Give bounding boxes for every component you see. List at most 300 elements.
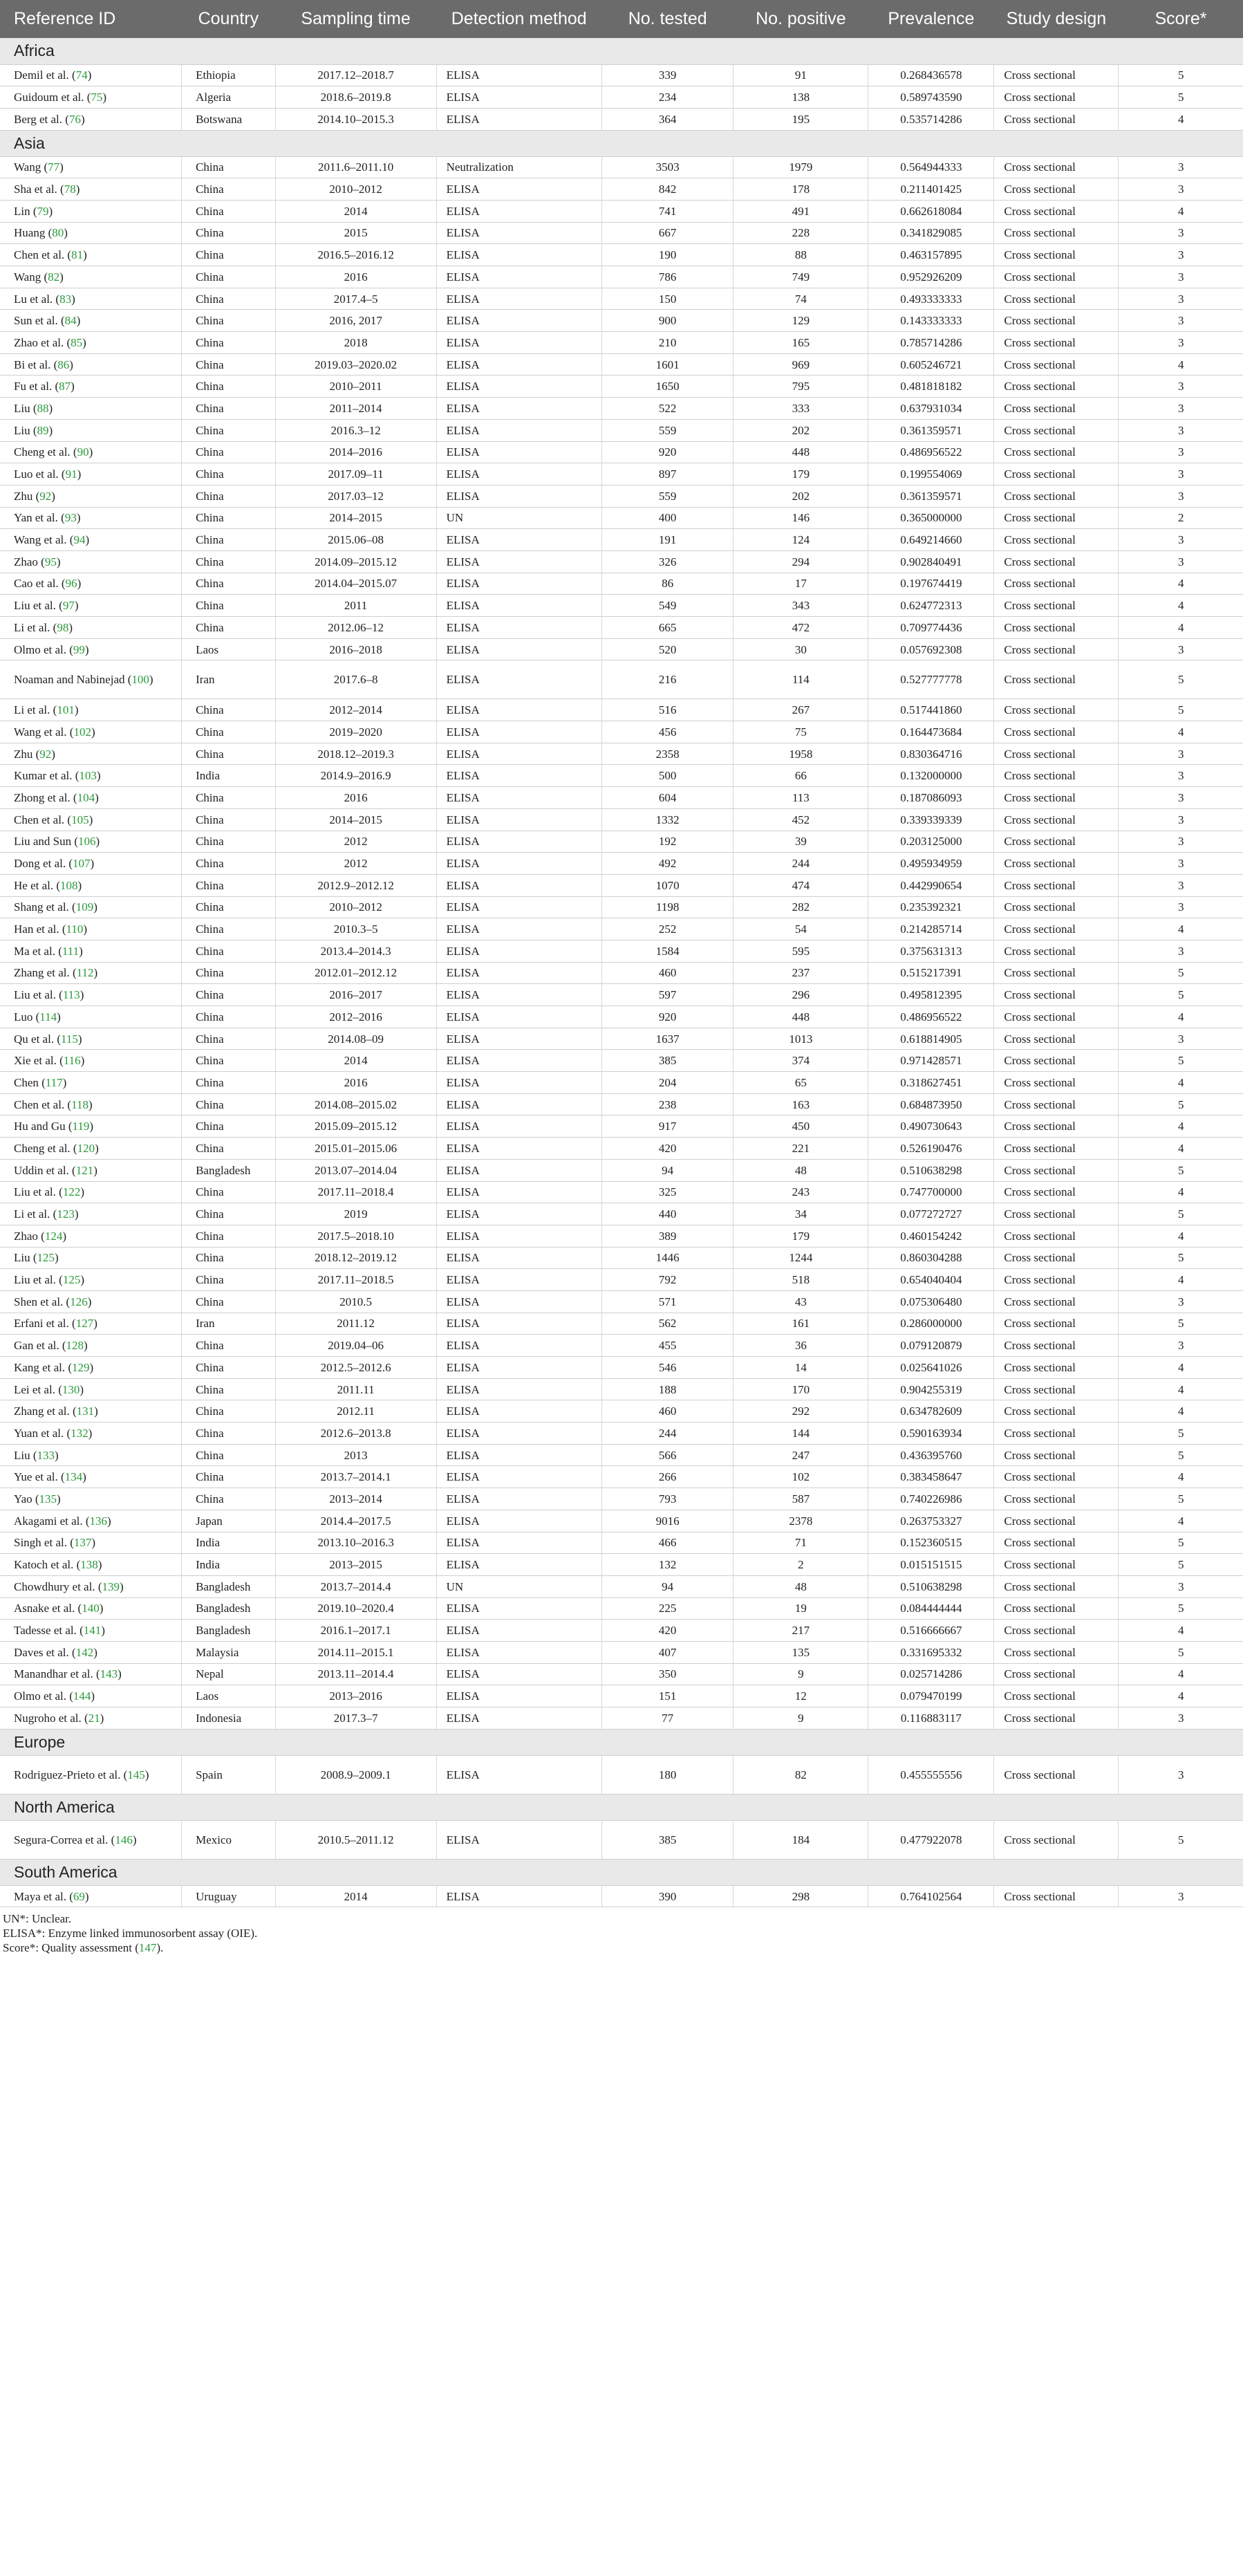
no-tested-cell: 191 bbox=[601, 529, 733, 551]
citation-link[interactable]: 110 bbox=[66, 923, 84, 936]
score-cell: 4 bbox=[1119, 721, 1243, 743]
detection-method-cell: ELISA bbox=[436, 1554, 601, 1576]
country-cell: China bbox=[182, 1335, 276, 1357]
prevalence-cell: 0.436395760 bbox=[868, 1444, 994, 1466]
citation-link[interactable]: 121 bbox=[75, 1163, 94, 1177]
citation-close: ) bbox=[101, 1624, 105, 1638]
sampling-time-cell: 2016–2018 bbox=[275, 638, 436, 660]
no-tested-cell: 566 bbox=[601, 1444, 733, 1466]
no-positive-cell: 244 bbox=[733, 853, 868, 875]
reference-author: Tadesse et al. ( bbox=[14, 1624, 84, 1638]
citation-close: ) bbox=[77, 577, 82, 591]
study-design-cell: Cross sectional bbox=[994, 1072, 1119, 1094]
citation-link[interactable]: 132 bbox=[71, 1426, 88, 1440]
citation-close: ) bbox=[68, 620, 73, 634]
citation-link[interactable]: 128 bbox=[66, 1339, 84, 1353]
citation-link[interactable]: 145 bbox=[127, 1768, 145, 1781]
reference-cell bbox=[0, 1444, 182, 1466]
reference-author: Zhao et al. ( bbox=[14, 335, 71, 349]
study-design-cell: Cross sectional bbox=[994, 787, 1119, 809]
study-design-cell: Cross sectional bbox=[994, 743, 1119, 765]
reference-cell bbox=[0, 222, 182, 244]
citation-link[interactable]: 135 bbox=[39, 1492, 57, 1505]
study-design-cell: Cross sectional bbox=[994, 1597, 1119, 1620]
reference-cell bbox=[0, 940, 182, 962]
reference-cell bbox=[0, 638, 182, 660]
detection-method-cell: ELISA bbox=[436, 1115, 601, 1138]
citation-close: ) bbox=[93, 1317, 97, 1331]
country-cell: China bbox=[182, 1247, 276, 1269]
table-row bbox=[0, 398, 1243, 420]
country-cell: China bbox=[182, 1181, 276, 1203]
citation-link[interactable]: 81 bbox=[71, 248, 84, 262]
citation-link[interactable]: 104 bbox=[77, 790, 95, 804]
country-cell: Bangladesh bbox=[182, 1597, 276, 1620]
reference-cell bbox=[0, 896, 182, 918]
citation-link[interactable]: 139 bbox=[102, 1579, 120, 1593]
prevalence-cell: 0.079470199 bbox=[868, 1685, 994, 1707]
reference-author: Cheng et al. ( bbox=[14, 1141, 77, 1155]
study-design-cell: Cross sectional bbox=[994, 222, 1119, 244]
citation-link[interactable]: 118 bbox=[71, 1097, 88, 1111]
detection-method-cell: ELISA bbox=[436, 918, 601, 940]
citation-link[interactable]: 130 bbox=[62, 1382, 80, 1396]
citation-link[interactable]: 99 bbox=[73, 642, 85, 656]
reference-cell bbox=[0, 1006, 182, 1028]
prevalence-cell: 0.526190476 bbox=[868, 1138, 994, 1160]
score-cell: 3 bbox=[1119, 1028, 1243, 1050]
detection-method-cell: ELISA bbox=[436, 1269, 601, 1291]
citation-link[interactable]: 120 bbox=[77, 1141, 95, 1155]
citation-link[interactable]: 111 bbox=[62, 944, 80, 958]
no-tested-cell: 516 bbox=[601, 699, 733, 721]
no-tested-cell: 1637 bbox=[601, 1028, 733, 1050]
country-cell: China bbox=[182, 266, 276, 288]
table-row bbox=[0, 743, 1243, 765]
citation-link[interactable]: 84 bbox=[64, 314, 77, 328]
citation-link[interactable]: 92 bbox=[39, 747, 52, 761]
country-cell: India bbox=[182, 765, 276, 787]
sampling-time-cell: 2013.11–2014.4 bbox=[275, 1663, 436, 1685]
prevalence-cell: 0.684873950 bbox=[868, 1093, 994, 1115]
citation-link[interactable]: 115 bbox=[60, 1032, 78, 1046]
citation-link[interactable]: 146 bbox=[115, 1833, 133, 1846]
sampling-time-cell: 2011.6–2011.10 bbox=[275, 156, 436, 178]
prevalence-cell: 0.637931034 bbox=[868, 398, 994, 420]
reference-cell bbox=[0, 1532, 182, 1554]
country-cell: Bangladesh bbox=[182, 1575, 276, 1597]
score-cell: 3 bbox=[1119, 244, 1243, 266]
citation-close: ) bbox=[132, 1833, 137, 1846]
citation-link[interactable]: 122 bbox=[62, 1185, 81, 1199]
citation-link[interactable]: 87 bbox=[59, 380, 71, 393]
citation-close: ) bbox=[80, 112, 85, 126]
citation-link[interactable]: 129 bbox=[72, 1360, 90, 1374]
reference-cell bbox=[0, 419, 182, 441]
citation-link[interactable]: 106 bbox=[78, 835, 96, 849]
no-positive-cell: 102 bbox=[733, 1466, 868, 1488]
study-design-cell: Cross sectional bbox=[994, 1641, 1119, 1663]
citation-link[interactable]: 98 bbox=[57, 620, 69, 634]
country-cell: China bbox=[182, 1488, 276, 1510]
no-positive-cell: 1013 bbox=[733, 1028, 868, 1050]
citation-link[interactable]: 147 bbox=[138, 1941, 157, 1955]
reference-cell bbox=[0, 108, 182, 130]
citation-link[interactable]: 74 bbox=[75, 68, 88, 82]
citation-link[interactable]: 79 bbox=[37, 204, 49, 218]
reference-author: Fu et al. ( bbox=[14, 380, 59, 393]
no-positive-cell: 19 bbox=[733, 1597, 868, 1620]
prevalence-cell: 0.904255319 bbox=[868, 1378, 994, 1400]
citation-link[interactable]: 85 bbox=[71, 335, 83, 349]
score-cell: 5 bbox=[1119, 1313, 1243, 1335]
prevalence-cell: 0.187086093 bbox=[868, 787, 994, 809]
reference-author: Yue et al. ( bbox=[14, 1470, 65, 1484]
score-cell: 4 bbox=[1119, 1138, 1243, 1160]
citation-close: ) bbox=[69, 358, 73, 371]
citation-link[interactable]: 114 bbox=[39, 1010, 57, 1023]
score-cell: 5 bbox=[1119, 1050, 1243, 1072]
citation-link[interactable]: 88 bbox=[37, 401, 49, 415]
detection-method-cell: ELISA bbox=[436, 1203, 601, 1225]
citation-link[interactable]: 116 bbox=[63, 1054, 81, 1068]
sampling-time-cell: 2012.11 bbox=[275, 1400, 436, 1423]
reference-cell bbox=[0, 376, 182, 398]
sampling-time-cell: 2017.3–7 bbox=[275, 1707, 436, 1730]
reference-author: Li et al. ( bbox=[14, 620, 57, 634]
citation-link[interactable]: 133 bbox=[37, 1448, 55, 1462]
table-row bbox=[0, 1510, 1243, 1532]
citation-link[interactable]: 123 bbox=[57, 1207, 75, 1221]
sampling-time-cell: 2012–2016 bbox=[275, 1006, 436, 1028]
detection-method-cell: ELISA bbox=[436, 1093, 601, 1115]
score-cell: 5 bbox=[1119, 1488, 1243, 1510]
citation-link[interactable]: 76 bbox=[68, 112, 81, 126]
citation-link[interactable]: 101 bbox=[57, 703, 75, 717]
citation-link[interactable]: 91 bbox=[65, 467, 77, 481]
study-design-cell: Cross sectional bbox=[994, 529, 1119, 551]
citation-link[interactable]: 78 bbox=[64, 183, 76, 196]
table-row bbox=[0, 156, 1243, 178]
citation-close: ) bbox=[96, 769, 101, 783]
reference-cell bbox=[0, 463, 182, 485]
study-design-cell: Cross sectional bbox=[994, 660, 1119, 699]
sampling-time-cell: 2014.9–2016.9 bbox=[275, 765, 436, 787]
citation-link[interactable]: 82 bbox=[48, 270, 60, 284]
citation-link[interactable]: 107 bbox=[72, 857, 91, 871]
no-positive-cell: 228 bbox=[733, 222, 868, 244]
no-tested-cell: 389 bbox=[601, 1225, 733, 1247]
study-design-cell: Cross sectional bbox=[994, 1532, 1119, 1554]
country-cell: China bbox=[182, 288, 276, 310]
score-cell: 4 bbox=[1119, 1181, 1243, 1203]
detection-method-cell: ELISA bbox=[436, 765, 601, 787]
detection-method-cell: ELISA bbox=[436, 1072, 601, 1094]
no-positive-cell: 48 bbox=[733, 1159, 868, 1181]
citation-close: ) bbox=[88, 1097, 93, 1111]
prevalence-cell: 0.618814905 bbox=[868, 1028, 994, 1050]
sampling-time-cell: 2013–2016 bbox=[275, 1685, 436, 1707]
table-row bbox=[0, 896, 1243, 918]
citation-close: ) bbox=[77, 1032, 82, 1046]
study-design-cell: Cross sectional bbox=[994, 86, 1119, 109]
prevalence-cell: 0.486956522 bbox=[868, 441, 994, 463]
country-cell: China bbox=[182, 178, 276, 201]
study-design-cell: Cross sectional bbox=[994, 200, 1119, 222]
detection-method-cell: ELISA bbox=[436, 376, 601, 398]
reference-author: Qu et al. ( bbox=[14, 1032, 61, 1046]
reference-author: Dong et al. ( bbox=[14, 857, 73, 871]
study-design-cell: Cross sectional bbox=[994, 1138, 1119, 1160]
detection-method-cell: ELISA bbox=[436, 1423, 601, 1445]
citation-link[interactable]: 83 bbox=[59, 292, 72, 306]
prevalence-cell: 0.477922078 bbox=[868, 1820, 994, 1859]
reference-cell bbox=[0, 1885, 182, 1907]
no-positive-cell: 298 bbox=[733, 1885, 868, 1907]
citation-close: ) bbox=[64, 226, 68, 240]
citation-link[interactable]: 125 bbox=[62, 1273, 81, 1287]
reference-author: Akagami et al. ( bbox=[14, 1514, 90, 1528]
table-row bbox=[0, 808, 1243, 831]
no-tested-cell: 522 bbox=[601, 398, 733, 420]
country-cell: China bbox=[182, 1357, 276, 1379]
score-cell: 4 bbox=[1119, 1620, 1243, 1642]
citation-link[interactable]: 100 bbox=[131, 673, 149, 687]
citation-link[interactable]: 75 bbox=[91, 91, 103, 104]
citation-link[interactable]: 109 bbox=[75, 900, 94, 914]
citation-link[interactable]: 108 bbox=[60, 878, 78, 892]
citation-link[interactable]: 124 bbox=[44, 1229, 63, 1243]
no-positive-cell: 237 bbox=[733, 962, 868, 984]
no-positive-cell: 749 bbox=[733, 266, 868, 288]
citation-link[interactable]: 142 bbox=[75, 1645, 94, 1659]
citation-link[interactable]: 125 bbox=[37, 1251, 55, 1265]
country-cell: China bbox=[182, 332, 276, 354]
table-row bbox=[0, 617, 1243, 639]
table-row bbox=[0, 1400, 1243, 1423]
detection-method-cell: ELISA bbox=[436, 1050, 601, 1072]
score-cell: 3 bbox=[1119, 808, 1243, 831]
reference-cell bbox=[0, 1050, 182, 1072]
detection-method-cell: ELISA bbox=[436, 853, 601, 875]
no-positive-cell: 129 bbox=[733, 310, 868, 332]
citation-link[interactable]: 144 bbox=[73, 1689, 91, 1703]
no-positive-cell: 296 bbox=[733, 984, 868, 1006]
score-cell: 4 bbox=[1119, 1269, 1243, 1291]
citation-close: ) bbox=[84, 1339, 88, 1353]
sampling-time-cell: 2012 bbox=[275, 831, 436, 853]
citation-link[interactable]: 103 bbox=[79, 769, 97, 783]
country-cell: China bbox=[182, 874, 276, 896]
no-tested-cell: 86 bbox=[601, 573, 733, 595]
sampling-time-cell: 2019.10–2020.4 bbox=[275, 1597, 436, 1620]
reference-author: Hu and Gu ( bbox=[14, 1120, 73, 1133]
score-cell: 5 bbox=[1119, 1444, 1243, 1466]
sampling-time-cell: 2013–2015 bbox=[275, 1554, 436, 1576]
citation-link[interactable]: 117 bbox=[45, 1075, 63, 1089]
citation-close: ) bbox=[97, 1558, 102, 1572]
prevalence-cell: 0.057692308 bbox=[868, 638, 994, 660]
score-cell: 5 bbox=[1119, 962, 1243, 984]
citation-link[interactable]: 113 bbox=[62, 988, 80, 1002]
citation-link[interactable]: 96 bbox=[65, 577, 77, 591]
score-cell: 3 bbox=[1119, 463, 1243, 485]
no-positive-cell: 795 bbox=[733, 376, 868, 398]
region-row bbox=[0, 1859, 1243, 1885]
citation-link[interactable]: 95 bbox=[44, 555, 57, 568]
country-cell: China bbox=[182, 787, 276, 809]
detection-method-cell: ELISA bbox=[436, 1357, 601, 1379]
no-tested-cell: 326 bbox=[601, 550, 733, 573]
reference-author: Wang ( bbox=[14, 160, 48, 174]
score-cell: 3 bbox=[1119, 1885, 1243, 1907]
reference-author: Nugroho et al. ( bbox=[14, 1711, 88, 1725]
no-positive-cell: 448 bbox=[733, 441, 868, 463]
study-design-cell: Cross sectional bbox=[994, 419, 1119, 441]
reference-cell bbox=[0, 200, 182, 222]
citation-link[interactable]: 86 bbox=[57, 358, 70, 371]
reference-cell bbox=[0, 787, 182, 809]
citation-link[interactable]: 77 bbox=[48, 160, 60, 174]
score-cell: 3 bbox=[1119, 1575, 1243, 1597]
citation-link[interactable]: 89 bbox=[37, 423, 49, 437]
detection-method-cell: ELISA bbox=[436, 1138, 601, 1160]
detection-method-cell: ELISA bbox=[436, 1885, 601, 1907]
citation-link[interactable]: 137 bbox=[73, 1536, 92, 1550]
study-design-cell: Cross sectional bbox=[994, 1115, 1119, 1138]
table-row bbox=[0, 1357, 1243, 1379]
table-row bbox=[0, 721, 1243, 743]
citation-link[interactable]: 140 bbox=[82, 1602, 100, 1615]
study-design-cell: Cross sectional bbox=[994, 1554, 1119, 1576]
no-positive-cell: 39 bbox=[733, 831, 868, 853]
study-design-cell: Cross sectional bbox=[994, 1755, 1119, 1794]
citation-link[interactable]: 134 bbox=[64, 1470, 83, 1484]
footnote-text: ELISA*: Enzyme linked immunosorbent assay (OIE). bbox=[3, 1927, 258, 1940]
sampling-time-cell: 2014.10–2015.3 bbox=[275, 108, 436, 130]
prevalence-cell: 0.971428571 bbox=[868, 1050, 994, 1072]
prevalence-cell: 0.339339339 bbox=[868, 808, 994, 831]
no-tested-cell: 420 bbox=[601, 1620, 733, 1642]
detection-method-cell: ELISA bbox=[436, 1225, 601, 1247]
country-cell: Bangladesh bbox=[182, 1620, 276, 1642]
study-design-cell: Cross sectional bbox=[994, 984, 1119, 1006]
citation-link[interactable]: 112 bbox=[76, 966, 94, 980]
citation-close: ) bbox=[91, 1536, 96, 1550]
no-positive-cell: 114 bbox=[733, 660, 868, 699]
table-row bbox=[0, 1115, 1243, 1138]
prevalence-cell: 0.455555556 bbox=[868, 1755, 994, 1794]
citation-link[interactable]: 21 bbox=[88, 1711, 100, 1725]
sampling-time-cell: 2012.5–2012.6 bbox=[275, 1357, 436, 1379]
citation-link[interactable]: 97 bbox=[62, 599, 75, 613]
citation-link[interactable]: 90 bbox=[77, 445, 89, 459]
table-row bbox=[0, 1269, 1243, 1291]
no-positive-cell: 144 bbox=[733, 1423, 868, 1445]
reference-author: Liu and Sun ( bbox=[14, 835, 79, 849]
table-row bbox=[0, 1685, 1243, 1707]
citation-link[interactable]: 136 bbox=[89, 1514, 108, 1528]
prevalence-cell: 0.535714286 bbox=[868, 108, 994, 130]
reference-cell bbox=[0, 178, 182, 201]
study-design-cell: Cross sectional bbox=[994, 1247, 1119, 1269]
no-tested-cell: 460 bbox=[601, 962, 733, 984]
prevalence-cell: 0.481818182 bbox=[868, 376, 994, 398]
study-design-cell: Cross sectional bbox=[994, 485, 1119, 507]
no-tested-cell: 440 bbox=[601, 1203, 733, 1225]
citation-close: ) bbox=[79, 944, 83, 958]
no-tested-cell: 786 bbox=[601, 266, 733, 288]
prevalence-cell: 0.199554069 bbox=[868, 463, 994, 485]
country-cell: China bbox=[182, 1138, 276, 1160]
table-row bbox=[0, 353, 1243, 376]
study-design-cell: Cross sectional bbox=[994, 332, 1119, 354]
reference-author: Uddin et al. ( bbox=[14, 1163, 76, 1177]
sampling-time-cell: 2018.12–2019.12 bbox=[275, 1247, 436, 1269]
no-positive-cell: 267 bbox=[733, 699, 868, 721]
table-row bbox=[0, 441, 1243, 463]
table-row bbox=[0, 1532, 1243, 1554]
citation-close: ) bbox=[94, 1405, 98, 1418]
no-tested-cell: 559 bbox=[601, 419, 733, 441]
country-cell: China bbox=[182, 463, 276, 485]
detection-method-cell: ELISA bbox=[436, 1597, 601, 1620]
citation-link[interactable]: 105 bbox=[71, 813, 89, 826]
table-row bbox=[0, 1313, 1243, 1335]
detection-method-cell: ELISA bbox=[436, 222, 601, 244]
citation-link[interactable]: 80 bbox=[52, 226, 64, 240]
study-design-cell: Cross sectional bbox=[994, 1885, 1119, 1907]
citation-link[interactable]: 127 bbox=[75, 1317, 94, 1331]
citation-link[interactable]: 126 bbox=[70, 1295, 88, 1308]
citation-link[interactable]: 131 bbox=[76, 1405, 95, 1418]
citation-link[interactable]: 69 bbox=[73, 1889, 85, 1903]
score-cell: 3 bbox=[1119, 743, 1243, 765]
table-row bbox=[0, 787, 1243, 809]
citation-link[interactable]: 143 bbox=[100, 1667, 118, 1681]
citation-close: ) bbox=[80, 1382, 84, 1396]
citation-link[interactable]: 102 bbox=[73, 725, 91, 739]
score-cell: 3 bbox=[1119, 419, 1243, 441]
study-design-cell: Cross sectional bbox=[994, 1203, 1119, 1225]
reference-cell bbox=[0, 743, 182, 765]
citation-link[interactable]: 141 bbox=[83, 1624, 102, 1638]
detection-method-cell: ELISA bbox=[436, 638, 601, 660]
header-no-tested: No. tested bbox=[628, 9, 707, 28]
prevalence-cell: 0.902840491 bbox=[868, 550, 994, 573]
citation-link[interactable]: 119 bbox=[72, 1120, 90, 1133]
reference-author: Guidoum et al. ( bbox=[14, 91, 91, 104]
citation-link[interactable]: 93 bbox=[64, 511, 77, 525]
citation-link[interactable]: 92 bbox=[39, 489, 52, 503]
reference-cell bbox=[0, 441, 182, 463]
citation-link[interactable]: 94 bbox=[73, 533, 86, 547]
country-cell: China bbox=[182, 1466, 276, 1488]
score-cell: 3 bbox=[1119, 485, 1243, 507]
country-cell: Laos bbox=[182, 1685, 276, 1707]
score-cell: 3 bbox=[1119, 266, 1243, 288]
country-cell: China bbox=[182, 573, 276, 595]
reference-author: Manandhar et al. ( bbox=[14, 1667, 100, 1681]
detection-method-cell: ELISA bbox=[436, 288, 601, 310]
reference-author: Bi et al. ( bbox=[14, 358, 58, 371]
no-tested-cell: 407 bbox=[601, 1641, 733, 1663]
table-row bbox=[0, 940, 1243, 962]
citation-link[interactable]: 138 bbox=[80, 1558, 98, 1572]
no-positive-cell: 124 bbox=[733, 529, 868, 551]
country-cell: China bbox=[182, 310, 276, 332]
score-cell: 3 bbox=[1119, 1335, 1243, 1357]
